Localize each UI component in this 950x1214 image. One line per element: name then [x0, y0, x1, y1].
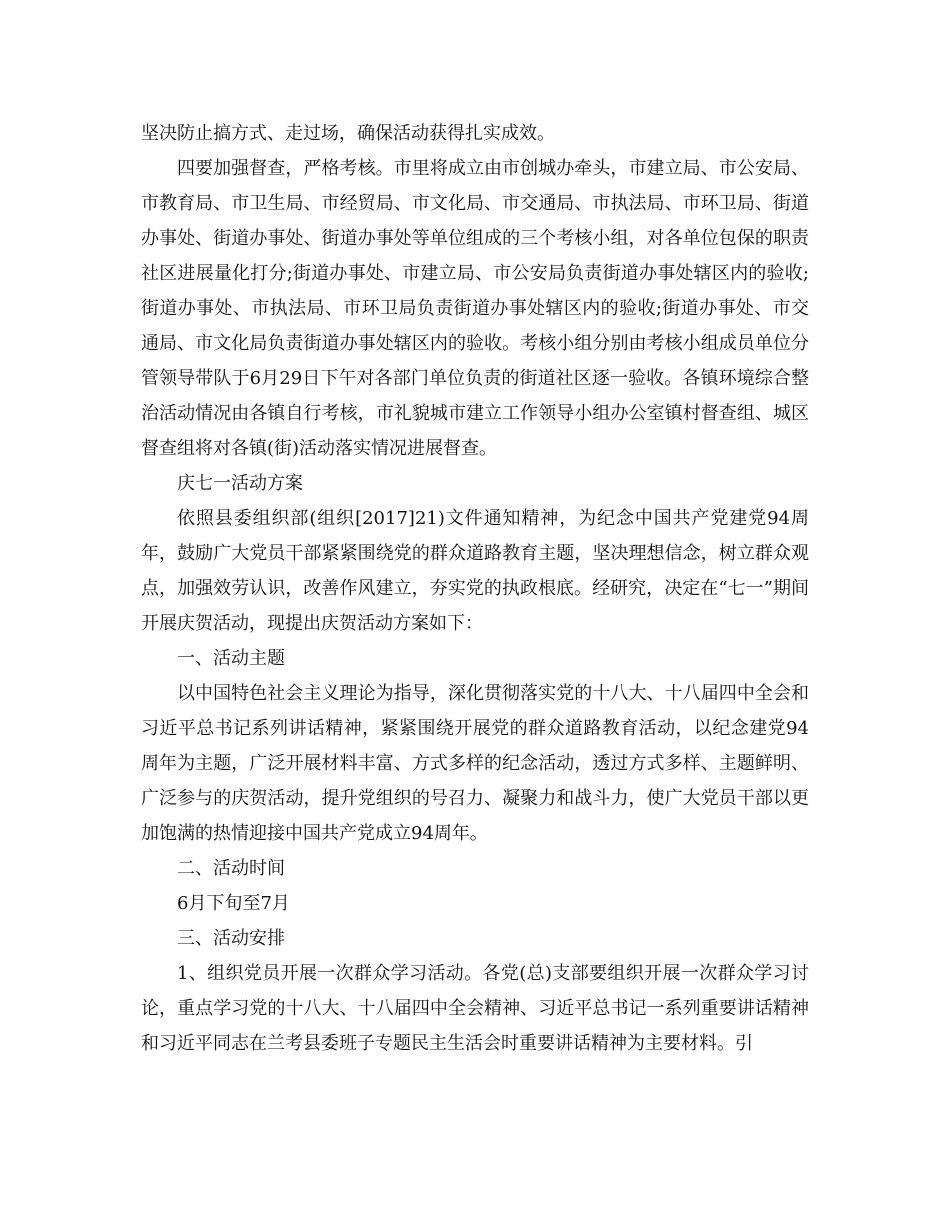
- paragraph-arrangement-item-1: 1、组织党员开展一次群众学习活动。各党(总)支部要组织开展一次群众学习讨论，重点学习党的十八大、十八届四中全会精神、习近平总书记一系列重要讲话精神和习近平同志在兰考县委班子专题民主生活会时重要讲话精神为主要材料。引: [141, 963, 809, 1054]
- paragraph-introduction: 依照县委组织部(组织[2017]21)文件通知精神，为纪念中国共产党建党94周年，鼓励广大党员干部紧紧围绕党的群众道路教育主题，坚决理想信念，树立群众观点，加强效劳认识，改善作风建立，夯实党的执政根底。经研究，决定在“七一”期间开展庆贺活动，现提出庆贺活动方案如下：: [141, 508, 809, 634]
- heading-activity-time: 二、活动时间: [177, 858, 285, 879]
- heading-activity-arrangement: 三、活动安排: [177, 928, 285, 949]
- paragraph-supervision: 四要加强督查，严格考核。市里将成立由市创城办牵头，市建立局、市公安局、市教育局、市卫生局、市经贸局、市文化局、市交通局、市执法局、市环卫局、街道办事处、街道办事处、街道办事处等单位组成的三个考核小组，对各单位包保的职责社区进展量化打分;街道办事处、市建立局、市公安局负责街道办事处辖区内的验收;街道办事处、市执法局、市环卫局负责街道办事处辖区内的验收;街道办事处、市交通局、市文化局负责街道办事处辖区内的验收。考核小组分别由考核小组成员单位分管领导带队于6月29日下午对各部门单位负责的街道社区逐一验收。各镇环境综合整治活动情况由各镇自行考核，市礼貌城市建立工作领导小组办公室镇村督查组、城区督查组将对各镇(街)活动落实情况进展督查。: [141, 158, 809, 459]
- paragraph-continuation: 坚决防止搞方式、走过场，确保活动获得扎实成效。: [141, 123, 555, 144]
- heading-activity-theme: 一、活动主题: [177, 648, 285, 669]
- paragraph-activity-time: 6月下旬至7月: [177, 893, 290, 914]
- paragraph-activity-theme: 以中国特色社会主义理论为指导，深化贯彻落实党的十八大、十八届四中全会和习近平总书记系列讲话精神，紧紧围绕开展党的群众道路教育活动，以纪念建党94周年为主题，广泛开展材料丰富、方式多样的纪念活动，透过方式多样、主题鲜明、广泛参与的庆贺活动，提升党组织的号召力、凝聚力和战斗力，使广大党员干部以更加饱满的热情迎接中国共产党成立94周年。: [141, 683, 809, 844]
- document-body: [141, 116, 809, 1061]
- section-title-activity-plan: 庆七一活动方案: [177, 473, 303, 494]
